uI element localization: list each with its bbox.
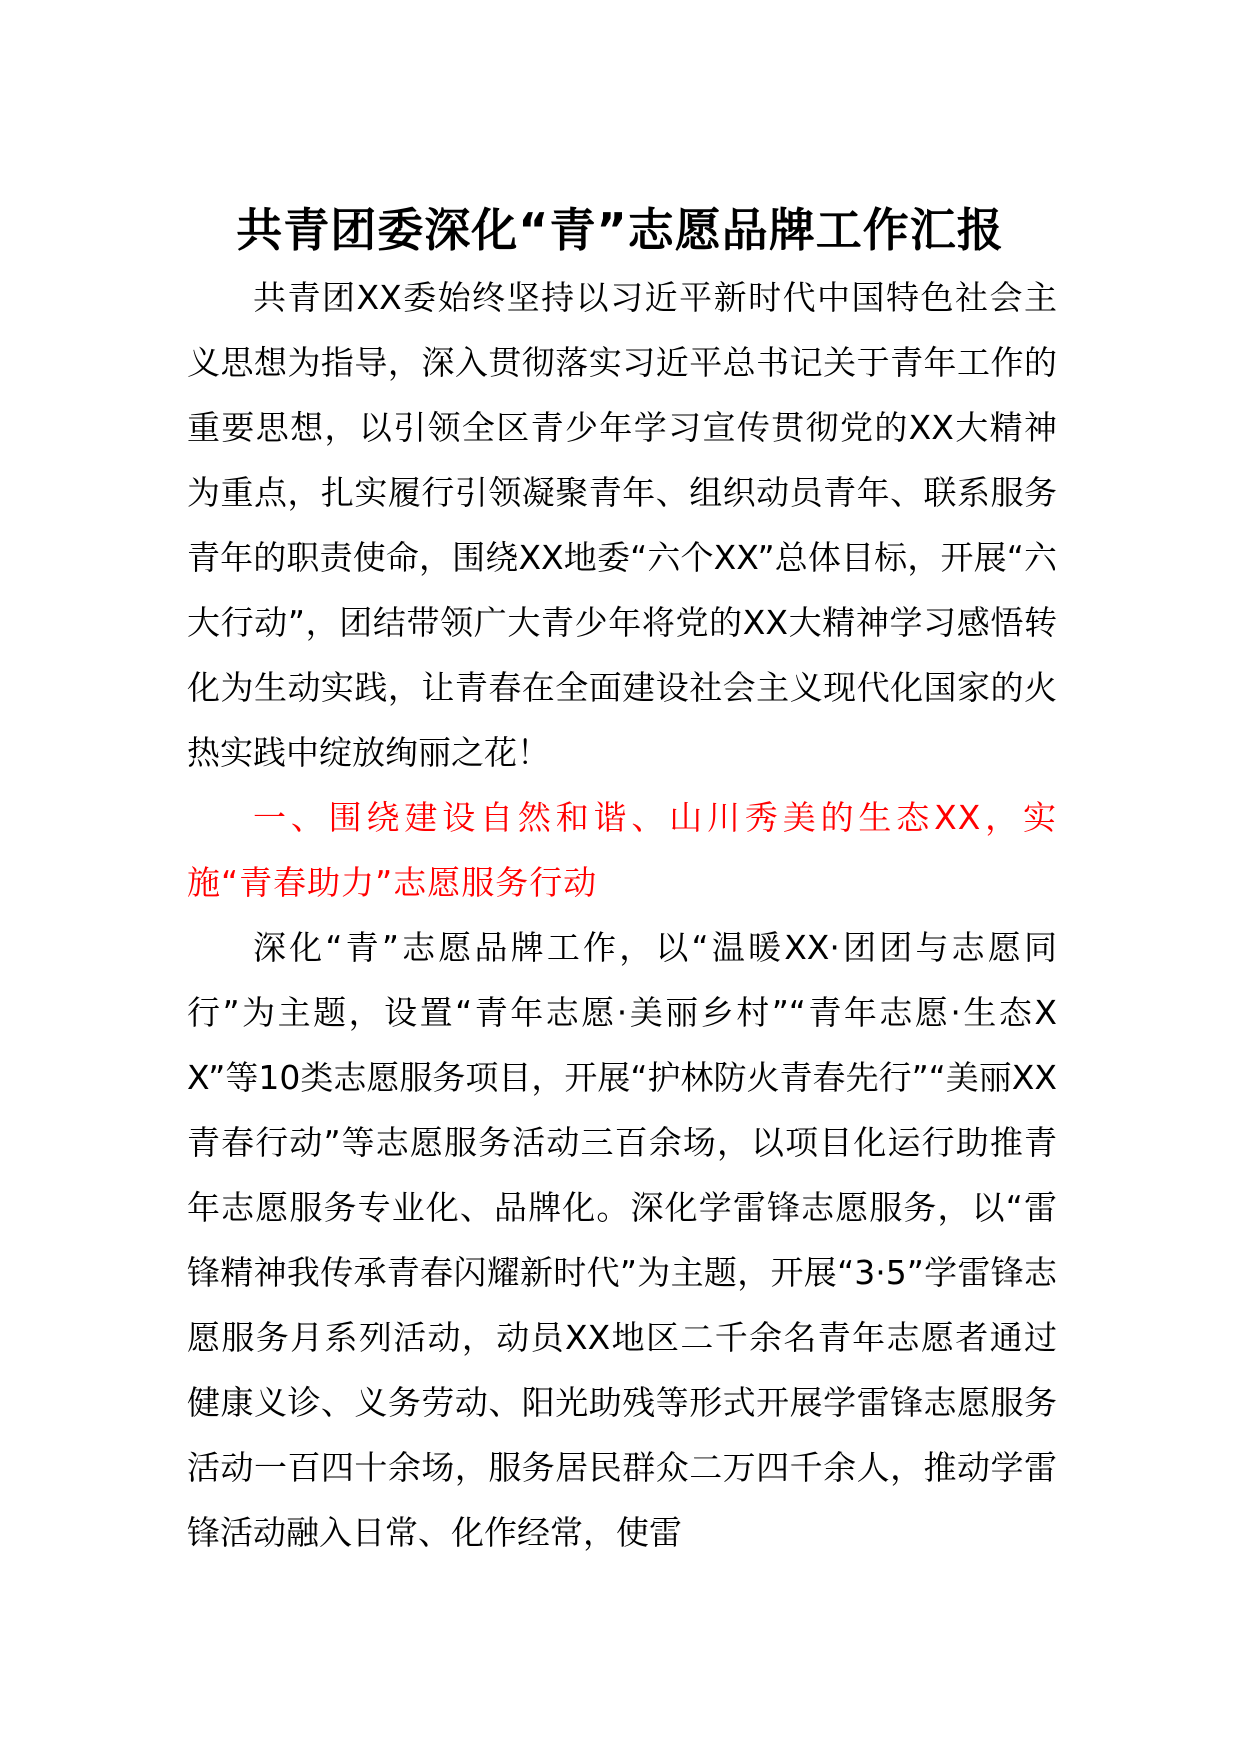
section-heading-1: 一、围绕建设自然和谐、山川秀美的生态XX，实施“青春助力”志愿服务行动 [187, 798, 1057, 902]
document-body [187, 265, 1057, 1565]
document-title: 共青团委深化“青”志愿品牌工作汇报 [236, 203, 1004, 257]
intro-paragraph: 共青团XX委始终坚持以习近平新时代中国特色社会主义思想为指导，深入贯彻落实习近平总书记关于青年工作的重要思想，以引领全区青少年学习宣传贯彻党的XX大精神为重点，扎实履行引领凝聚青年、组织动员青年、联系服务青年的职责使命，围绕XX地委“六个XX”总体目标，开展“六大行动”，团结带领广大青少年将党的XX大精神学习感悟转化为生动实践，让青春在全面建设社会主义现代化国家的火热实践中绽放绚丽之花！ [187, 278, 1057, 772]
section-1-paragraph: 深化“青”志愿品牌工作，以“温暖XX·团团与志愿同行”为主题，设置“青年志愿·美丽乡村”“青年志愿·生态XX”等10类志愿服务项目，开展“护林防火青春先行”“美丽XX青春行动”等志愿服务活动三百余场，以项目化运行助推青年志愿服务专业化、品牌化。深化学雷锋志愿服务，以“雷锋精神我传承青春闪耀新时代”为主题，开展“3·5”学雷锋志愿服务月系列活动，动员XX地区二千余名青年志愿者通过健康义诊、义务劳动、阳光助残等形式开展学雷锋志愿服务活动一百四十余场，服务居民群众二万四千余人，推动学雷锋活动融入日常、化作经常，使雷 [187, 928, 1057, 1552]
